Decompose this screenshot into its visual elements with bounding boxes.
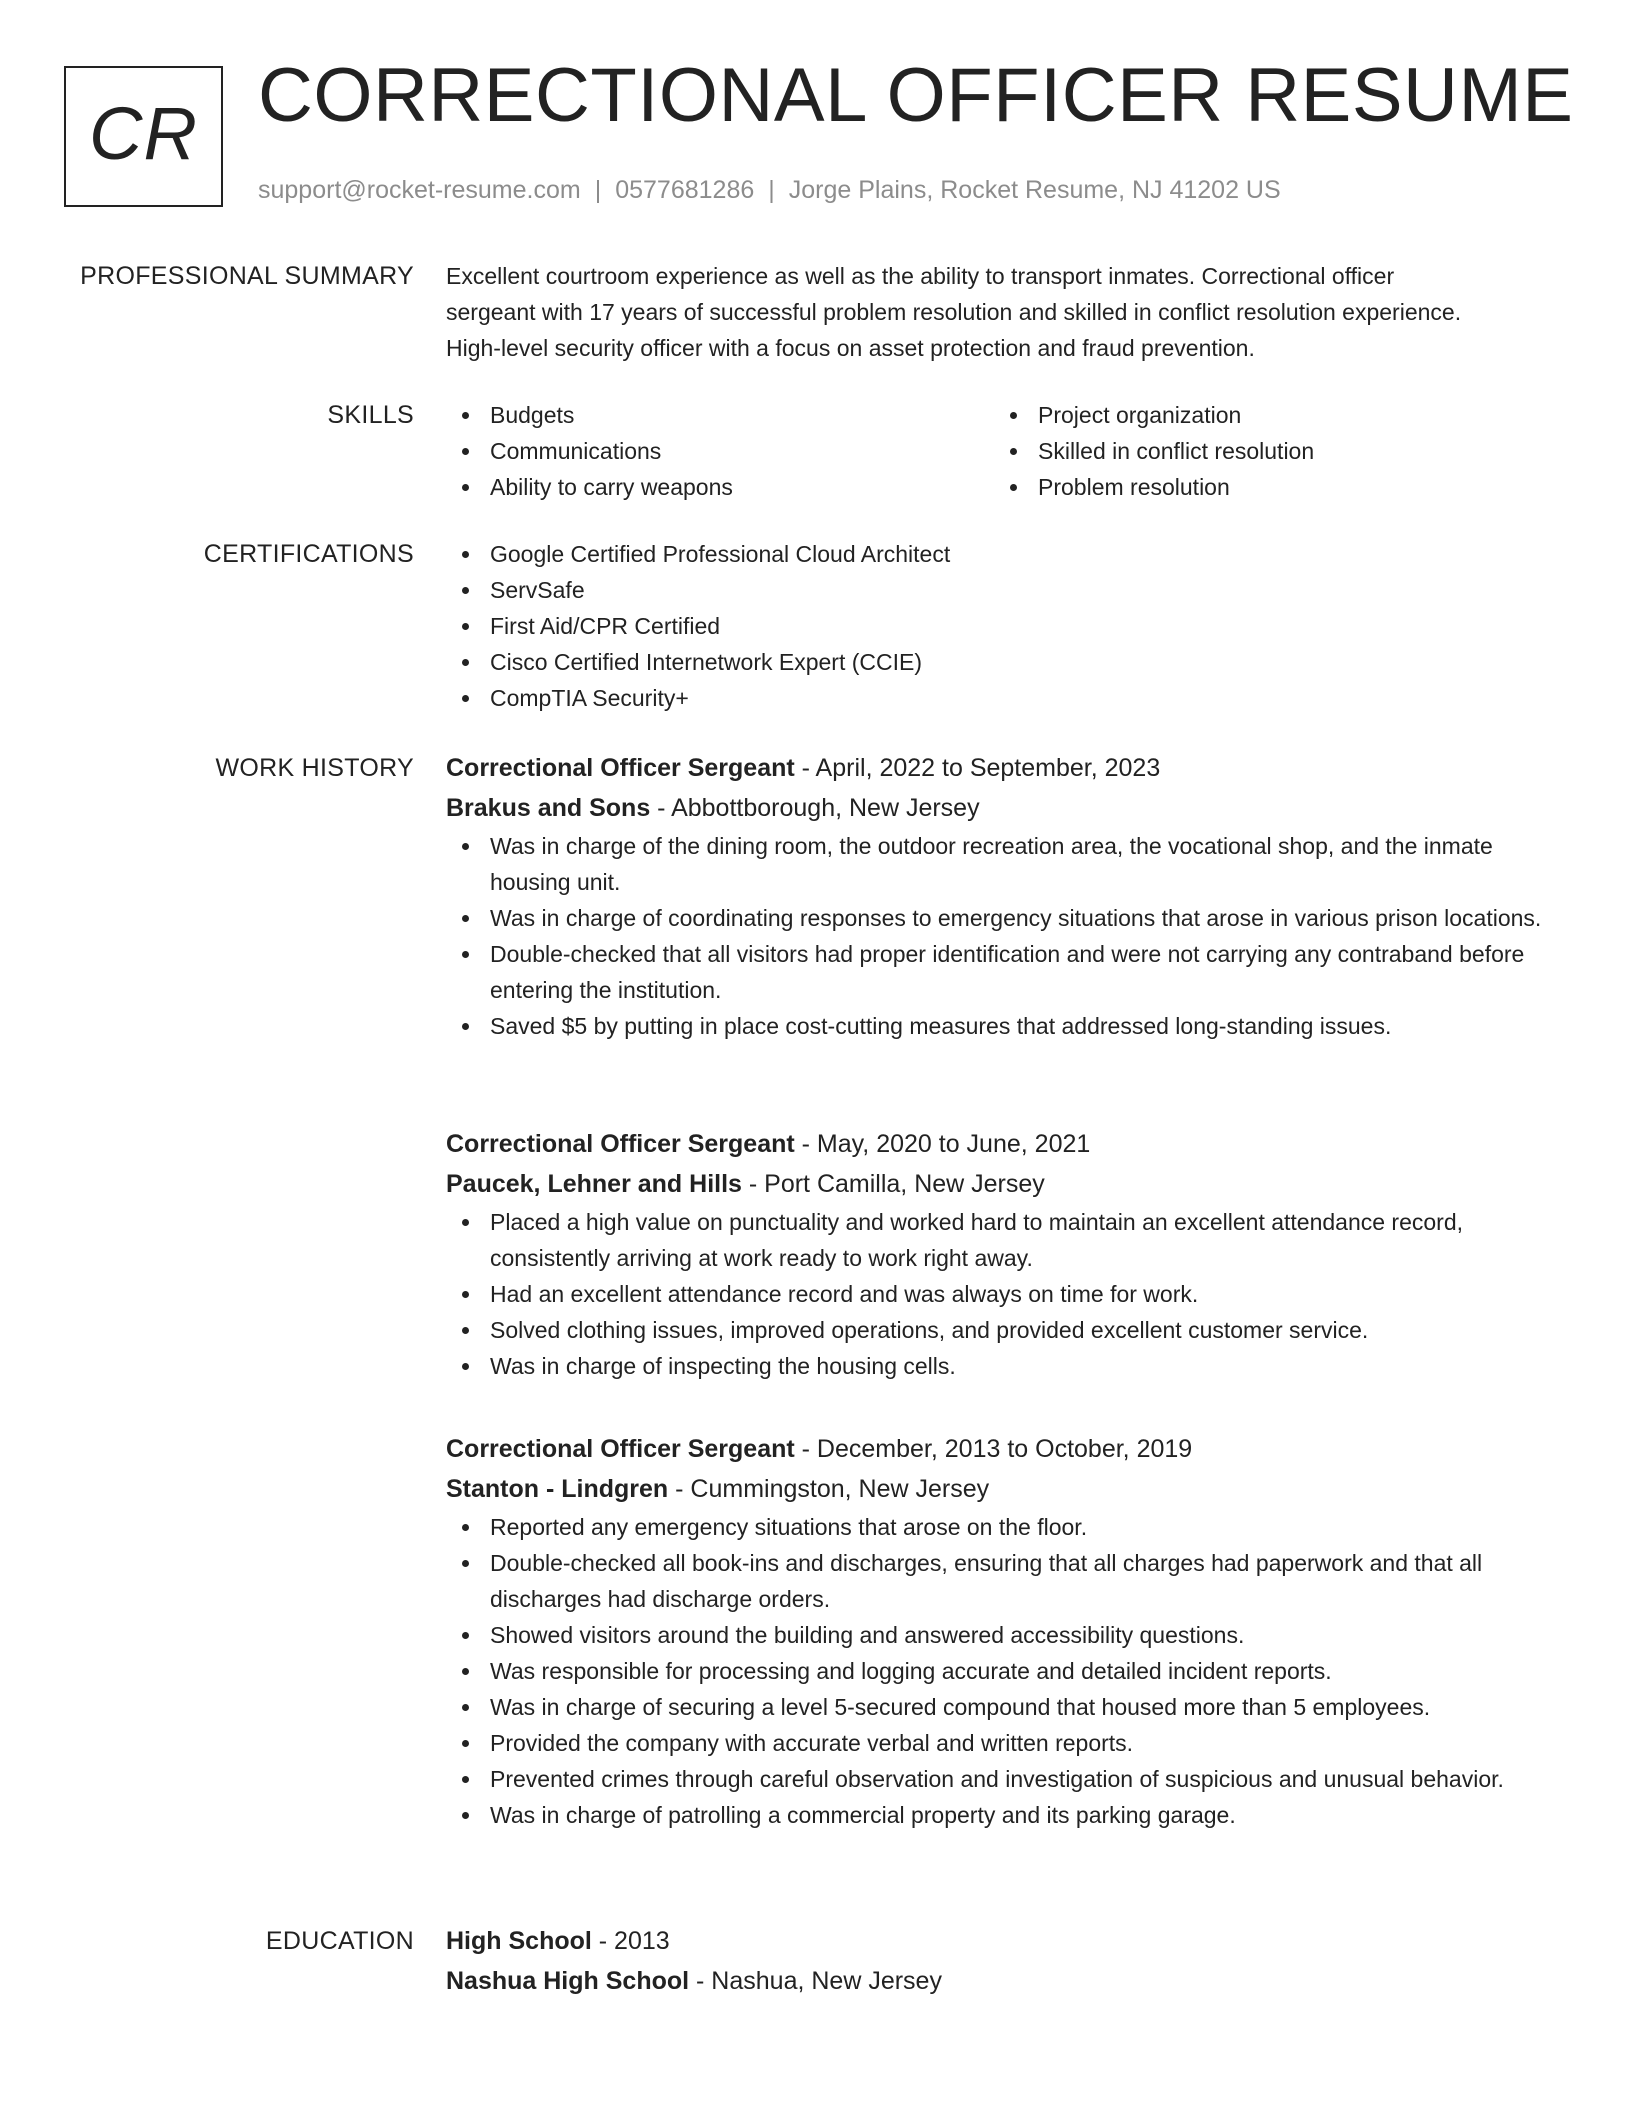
job-duty-item: Provided the company with accurate verbal and written reports. [446,1725,1558,1761]
job-duty-item: Was responsible for processing and logging accurate and detailed incident reports. [446,1653,1558,1689]
job-duty-item: Placed a high value on punctuality and worked hard to maintain an excellent attendance record, consistently arriving at work ready to work right away. [446,1204,1558,1276]
education-school: Nashua High School [446,1967,690,1995]
certification-item: CompTIA Security+ [446,680,1558,716]
job-duties-list [446,828,1558,1044]
certification-item: Cisco Certified Internetwork Expert (CCIE) [446,644,1558,680]
job-title-line [446,748,1558,788]
section-label-work-history: WORK HISTORY [215,754,414,782]
skills-list-right [994,397,1542,505]
skill-item: Budgets [446,397,994,433]
job-body [446,1429,1558,1833]
summary-body [446,258,1558,366]
education-location: - Nashua, New Jersey [689,1967,942,1995]
contact-address: Jorge Plains, Rocket Resume, NJ 41202 US [788,176,1281,204]
summary-line: sergeant with 17 years of successful problem resolution and skilled in conflict resolution experience. [446,299,1462,325]
job-duty-item: Double-checked that all visitors had proper identification and were not carrying any contraband before entering the institution. [446,936,1558,1008]
job-location: - Abbottborough, New Jersey [650,794,980,822]
job-duties-list [446,1204,1558,1384]
section-label-education: EDUCATION [265,1927,414,1955]
job-duty-item: Was in charge of the dining room, the outdoor recreation area, the vocational shop, and the inmate housing unit. [446,828,1558,900]
certifications-list [446,536,1558,716]
summary-line: Excellent courtroom experience as well as the ability to transport inmates. Correctional officer [446,263,1395,289]
job-duty-item: Was in charge of patrolling a commercial property and its parking garage. [446,1797,1558,1833]
job-duty-item: Was in charge of securing a level 5-secured compound that housed more than 5 employees. [446,1689,1558,1725]
section-label-summary: PROFESSIONAL SUMMARY [80,262,414,290]
job-company: Stanton - Lindgren [446,1475,669,1503]
certifications-body [446,536,1558,716]
summary-line: High-level security officer with a focus on asset protection and fraud prevention. [446,335,1255,361]
contact-email: support@rocket-resume.com [258,176,581,204]
skills-body [446,397,1558,505]
job-title: Correctional Officer Sergeant [446,1435,795,1463]
skill-item: Project organization [994,397,1542,433]
skill-item: Problem resolution [994,469,1542,505]
contact-phone: 0577681286 [615,176,755,204]
education-school-line [446,1961,1558,2001]
job-title-line [446,1429,1558,1469]
section-label-certifications: CERTIFICATIONS [203,540,414,568]
job-dates: - April, 2022 to September, 2023 [794,754,1161,782]
job-company-line [446,1469,1558,1509]
certification-item: ServSafe [446,572,1558,608]
job-duty-item: Solved clothing issues, improved operations, and provided excellent customer service. [446,1312,1558,1348]
contact-separator: | [768,176,775,204]
job-company-line [446,1164,1558,1204]
job-duty-item: Had an excellent attendance record and was always on time for work. [446,1276,1558,1312]
job-title-line [446,1124,1558,1164]
section-label-skills: SKILLS [327,401,414,429]
education-degree: High School [446,1927,592,1955]
job-duty-item: Showed visitors around the building and answered accessibility questions. [446,1617,1558,1653]
job-company: Brakus and Sons [446,794,651,822]
job-company-line [446,788,1558,828]
certification-item: Google Certified Professional Cloud Architect [446,536,1558,572]
job-dates: - May, 2020 to June, 2021 [794,1130,1091,1158]
certification-item: First Aid/CPR Certified [446,608,1558,644]
resume-title: CORRECTIONAL OFFICER RESUME [258,53,1574,138]
job-body [446,748,1558,1044]
skill-item: Communications [446,433,994,469]
job-duty-item: Double-checked all book-ins and discharges, ensuring that all charges had paperwork and that all discharges had discharge orders. [446,1545,1558,1617]
skill-item: Ability to carry weapons [446,469,994,505]
skill-item: Skilled in conflict resolution [994,433,1542,469]
job-duty-item: Saved $5 by putting in place cost-cutting measures that addressed long-standing issues. [446,1008,1558,1044]
job-company: Paucek, Lehner and Hills [446,1170,742,1198]
job-duty-item: Reported any emergency situations that arose on the floor. [446,1509,1558,1545]
job-dates: - December, 2013 to October, 2019 [794,1435,1193,1463]
education-year: - 2013 [591,1927,670,1955]
monogram-initials: CR [89,92,198,175]
contact-separator: | [594,176,602,204]
skills-list-left [446,397,994,505]
job-duty-item: Was in charge of coordinating responses to emergency situations that arose in various prison locations. [446,900,1558,936]
job-location: - Cummingston, New Jersey [668,1475,990,1503]
job-body [446,1124,1558,1384]
job-duties-list [446,1509,1558,1833]
job-duty-item: Prevented crimes through careful observation and investigation of suspicious and unusual behavior. [446,1761,1558,1797]
monogram-box [64,66,223,207]
job-title: Correctional Officer Sergeant [446,1130,795,1158]
contact-line [258,176,1281,205]
education-degree-line [446,1921,1558,1961]
job-location: - Port Camilla, New Jersey [741,1170,1045,1198]
job-title: Correctional Officer Sergeant [446,754,795,782]
education-body [446,1921,1558,2001]
job-duty-item: Was in charge of inspecting the housing cells. [446,1348,1558,1384]
